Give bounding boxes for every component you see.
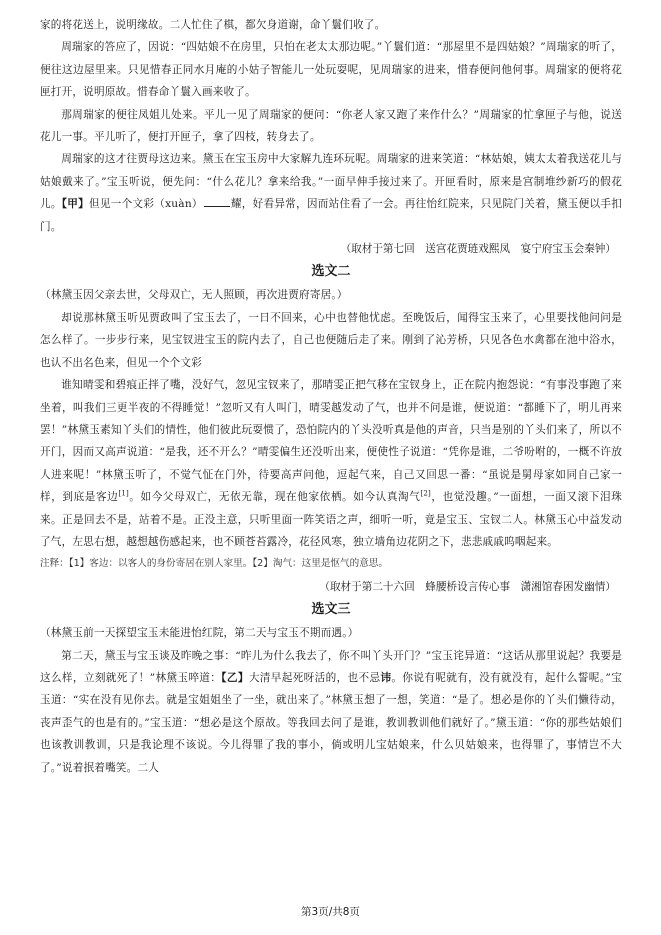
paragraph-text: 。如今父母双亡，无依无靠，现在他家依栖。如今认真淘气 bbox=[128, 491, 421, 504]
paragraph-text: 大清早起死呀活的，也不忌 bbox=[248, 671, 381, 684]
footnote-ref: [2] bbox=[420, 489, 431, 498]
section-intro: （林黛玉前一天探望宝玉未能进怡红院，第二天与宝玉不期而遇。） bbox=[40, 627, 359, 640]
paragraph bbox=[40, 374, 622, 553]
paragraph: 那周瑞家的便往凤姐儿处来。平儿一见了周瑞家的便问：“你老人家又跑了来作什么？”周瑞家的忙拿匣子与他，说送花儿一事。平儿听了，便打开匣子，拿了四枝，转身去了。 bbox=[40, 108, 622, 144]
paragraph: 家的将花送上，说明缘故。二人忙住了棋，都欠身道谢，命丫鬟们收了。 bbox=[40, 19, 386, 31]
section-intro: （林黛玉因父亲去世，父母双亡，无人照顾，再次进贾府寄居。） bbox=[40, 289, 348, 302]
blank-marker-jia: 【甲】 bbox=[61, 198, 90, 211]
paragraph bbox=[40, 645, 622, 779]
paragraph-text: 第二天，黛玉与宝玉谈及昨晚之事：“昨儿为什么我去了，你不叫丫头开门？”宝玉诧异道：“这话从那里说起？我要是这么样，立刻就死了！”林黛玉啐道： bbox=[40, 649, 622, 684]
bold-character: 讳 bbox=[380, 671, 392, 684]
paragraph bbox=[40, 148, 622, 238]
source-citation: （取材于第二十六回 蜂腰桥设言传心事 潇湘馆春困发幽情） bbox=[319, 580, 616, 593]
paragraph-text: 耀，好看异常，因而站住看了一会。再往怡红院来，只见院门关着，黛玉便以手扣门。 bbox=[40, 198, 622, 233]
document-body bbox=[40, 14, 622, 779]
fill-blank bbox=[204, 196, 230, 207]
paragraph: 周瑞家的答应了，因说：“四姑娘不在房里，只怕在老太太那边呢。”丫鬟们道：“那屋里不是四姑娘？”周瑞家的听了，便往这边屋里来。只见惜春正同水月庵的小姑子智能儿一处玩耍呢，见周瑞家的进来，惜春便问他何事。周瑞家的便将花匣打开，说明原故。惜春命丫鬟入画来收了。 bbox=[40, 41, 622, 99]
paragraph-text: 但见一个文彩（xuàn） bbox=[89, 198, 203, 211]
paragraph: 却说那林黛玉听见贾政叫了宝玉去了，一日不回来，心中也替他忧虑。至晚饭后，闻得宝玉来了，心里要找他问问是怎么样了。一步步行来，见宝钗进宝玉的院内去了，自己也便随后走了来。刚到了沁芳桥，只见各色水禽都在池中浴水，也认不出名色来，但见一个个文彩 bbox=[40, 311, 622, 369]
paragraph-text: 谁知晴雯和碧痕正拌了嘴，没好气，忽见宝钗来了，那晴雯正把气移在宝钗身上，正在院内抱怨说：“有事没事跑了来坐着，叫我们三更半夜的不得睡觉！”忽听又有人叫门，晴雯越发动了气，也并不问是谁，便说道：“都睡下了，明儿再来罢！”林黛玉素知丫头们的情性，他们彼此玩耍惯了，恐怕院内的丫头没听真是他的声音，只当是别的丫头们来了，所以不开门，因而又高声说道：“是我，还不开么？”晴雯偏生还没听出来，便使性子说道：“凭你是谁，二爷吩咐的，一概不许放人进来呢！”林黛玉听了，不觉气怔在门外，待要高声问他，逗起气来，自己又回思一番：“虽说是舅母家如同自己家一样，到底是客边 bbox=[40, 379, 622, 504]
paragraph-text: 周瑞家的这才往贾母这边来。黛玉在宝玉房中大家解九连环玩呢。周瑞家的进来笑道：“林姑娘，姨太太着我送花儿与姑娘戴来了。”宝玉听说，便先问：“什么花儿？拿来给我。”一面早伸手接过来了。开匣看时，原来是宫制堆纱新巧的假花儿。 bbox=[40, 153, 622, 211]
paragraph-text: 。你说有呢就有，没有就没有，起什么誓呢。”宝玉道：“实在没有见你去。就是宝姐姐坐了一坐，就出来了。”林黛玉想了一想，笑道：“是了。想必是你的丫头们懒待动，丧声歪气的也是有的。”宝玉道：“想必是这个原故。等我回去问了是谁，教训教训他们就好了。”黛玉道：“你的那些姑娘们也该教训教训，只是我论理不该说。今儿得罪了我的事小，倘或明儿宝姑娘来，什么贝姑娘来，也得罪了，事情岂不大了。”说着抿着嘴笑。二人 bbox=[40, 671, 622, 774]
footnotes: 注释：【1】客边：以客人的身份寄居在别人家里。【2】淘气：这里是怄气的意思。 bbox=[40, 558, 388, 570]
footnote-ref: [1] bbox=[118, 489, 129, 498]
paragraph-text: ，也觉没趣。”一面想，一面又滚下泪珠来。正是回去不是，站着不是。正没主意，只听里面一阵笑语之声，细听一听，竟是宝玉、宝钗二人。林黛玉心中益发动了气，左思右想，越想越伤感起来，也不顾苍苔露冷，花径风寒，独立墙角边花阴之下，悲悲戚戚呜咽起来。 bbox=[40, 491, 622, 548]
section-title: 选文二 bbox=[311, 264, 351, 280]
page-footer: 第3页/共8页 bbox=[301, 906, 360, 918]
section-title: 选文三 bbox=[311, 602, 351, 618]
source-citation: （取材于第七回 送宫花贾琏戏熙凤 宴宁府宝玉会秦钟） bbox=[340, 243, 616, 256]
blank-marker-yi: 【乙】 bbox=[221, 671, 249, 684]
